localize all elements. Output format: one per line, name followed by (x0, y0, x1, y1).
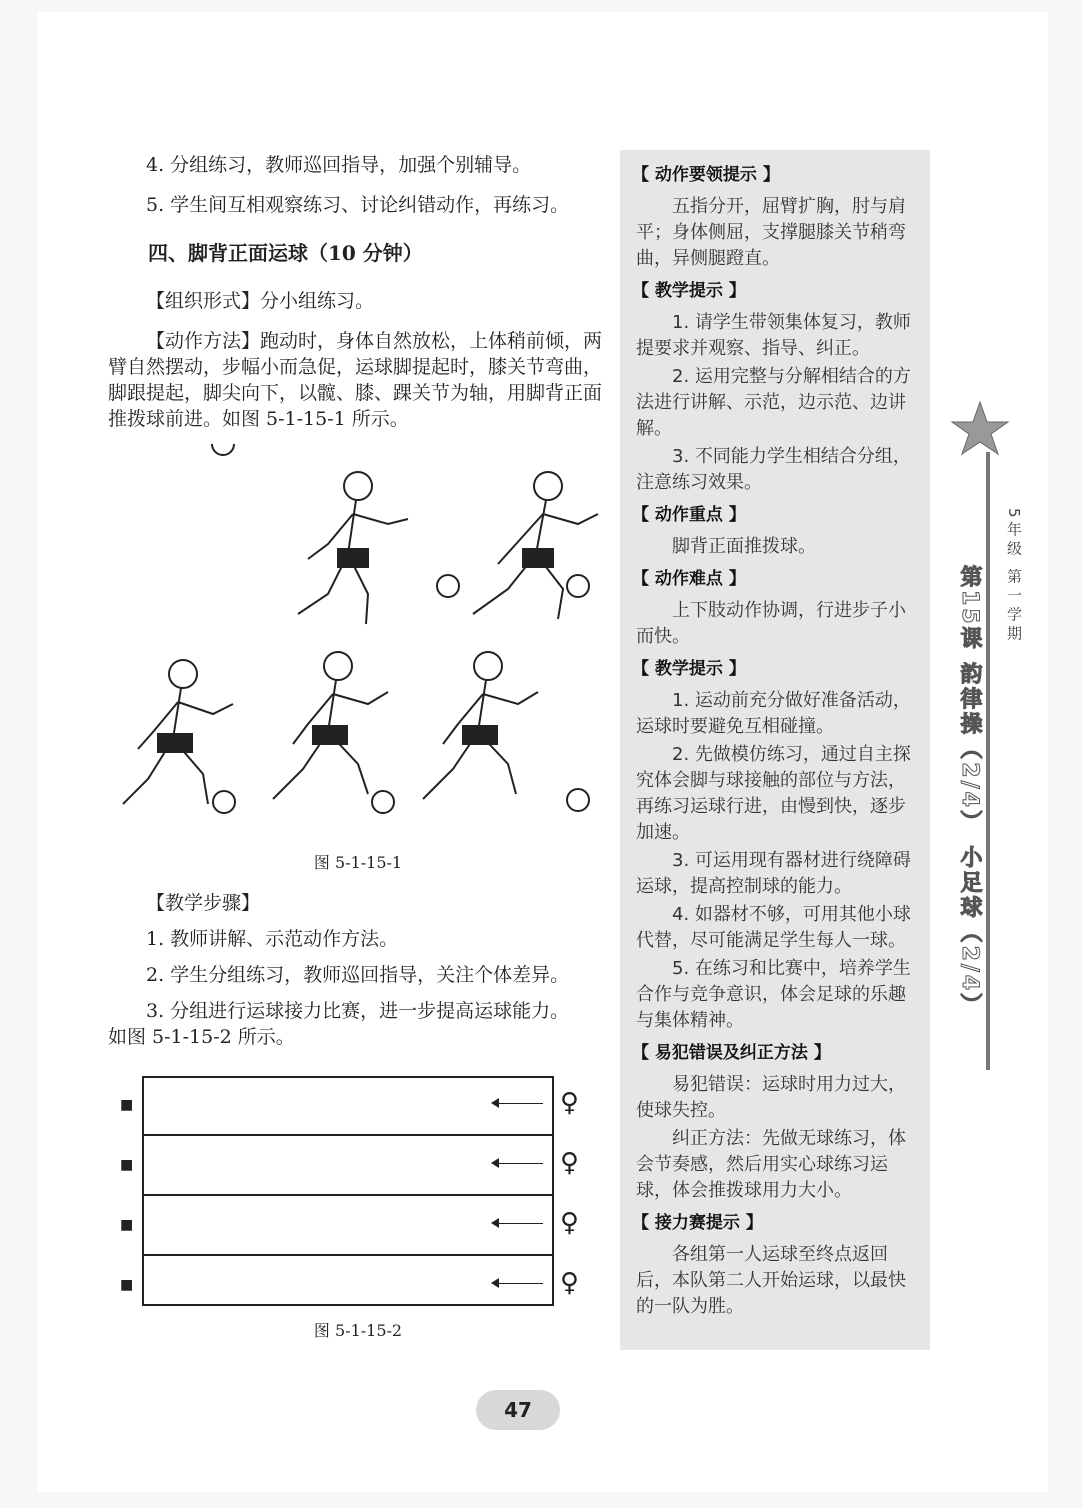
note-heading: 【 教学提示 】 (632, 659, 746, 679)
note-heading: 【 动作要领提示 】 (632, 165, 780, 185)
arrow-left-icon (493, 1163, 543, 1164)
note-heading: 【 接力赛提示 】 (632, 1213, 763, 1233)
player-symbol: ♀ (560, 1148, 580, 1178)
figure-2-reference: 如图 5-1-15-2 所示。 (108, 1026, 295, 1048)
note-heading: 【 教学提示 】 (632, 281, 746, 301)
main-column (108, 152, 608, 1344)
action-method: 【动作方法】跑动时，身体自然放松，上体稍前倾，两臂自然摆动，步幅小而急促，运球脚提起时，膝关节弯曲，脚跟提起，脚尖向下，以髋、膝、踝关节为轴，用脚背正面推拨球前进。如图 5-1-15-1 所示。 (108, 330, 603, 430)
teaching-step-2: 2. 学生分组练习，教师巡回指导，关注个体差异。 (146, 964, 570, 986)
relay-diagram (108, 1068, 608, 1318)
teaching-notes-sidebar (620, 150, 930, 1350)
note-paragraph: 1. 请学生带领集体复习，教师提要求并观察、指导、纠正。 (636, 312, 911, 359)
grade-term-label: 5年级 第一学期 (1005, 508, 1023, 645)
teaching-step-1: 1. 教师讲解、示范动作方法。 (146, 928, 399, 950)
step-5: 5. 学生间互相观察练习、讨论纠错动作，再练习。 (146, 194, 570, 216)
player-symbol: ♀ (560, 1088, 580, 1118)
page-number: 47 (476, 1390, 560, 1430)
lesson-title-vertical: 第15课 韵律操（2/4） 小足球（2/4） (957, 565, 982, 1019)
note-paragraph: 纠正方法：先做无球练习，体会节奏感，然后用实心球练习运球，体会推拨球用力大小。 (636, 1128, 906, 1201)
margin-rule (986, 452, 990, 1070)
arrow-left-icon (493, 1283, 543, 1284)
note-paragraph: 3. 不同能力学生相结合分组，注意练习效果。 (636, 446, 911, 493)
note-paragraph: 2. 运用完整与分解相结合的方法进行讲解、示范，边示范、边讲解。 (636, 366, 911, 439)
section-heading: 四、脚背正面运球（10 分钟） (148, 241, 423, 265)
note-heading: 【 动作难点 】 (632, 569, 746, 589)
note-paragraph: 5. 在练习和比赛中，培养学生合作与竞争意识，体会足球的乐趣与集体精神。 (636, 958, 911, 1031)
figure-1-caption: 图 5-1-15-1 (313, 853, 403, 872)
note-paragraph: 1. 运动前充分做好准备活动，运球时要避免互相碰撞。 (636, 690, 911, 737)
note-paragraph: 各组第一人运球至终点返回后，本队第二人开始运球，以最快的一队为胜。 (636, 1244, 906, 1317)
player-symbol: ♀ (560, 1268, 580, 1298)
star-icon (950, 400, 1010, 456)
step-4: 4. 分组练习，教师巡回指导，加强个别辅导。 (146, 154, 532, 176)
note-heading: 【 易犯错误及纠正方法 】 (632, 1043, 831, 1063)
note-paragraph: 上下肢动作协调，行进步子小而快。 (636, 600, 906, 647)
player-symbol: ♀ (560, 1208, 580, 1238)
teaching-steps-title: 【教学步骤】 (146, 892, 261, 914)
relay-field (142, 1076, 554, 1306)
team-marker: ■ (120, 1277, 134, 1293)
note-paragraph: 脚背正面推拨球。 (672, 536, 816, 557)
arrow-left-icon (493, 1103, 543, 1104)
dribbling-figure-illustration (108, 444, 608, 844)
note-paragraph: 易犯错误：运球时用力过大，使球失控。 (636, 1074, 906, 1121)
note-paragraph: 4. 如器材不够，可用其他小球代替，尽可能满足学生每人一球。 (636, 904, 911, 951)
team-marker: ■ (120, 1157, 134, 1173)
organization-form: 【组织形式】分小组练习。 (146, 290, 375, 312)
note-paragraph: 3. 可运用现有器材进行绕障碍运球，提高控制球的能力。 (636, 850, 911, 897)
teaching-step-3: 3. 分组进行运球接力比赛，进一步提高运球能力。 (146, 1000, 570, 1022)
team-marker: ■ (120, 1097, 134, 1113)
figure-2-caption: 图 5-1-15-2 (313, 1321, 403, 1340)
note-paragraph: 五指分开，屈臂扩胸，肘与肩平；身体侧屈，支撑腿膝关节稍弯曲，异侧腿蹬直。 (636, 196, 906, 269)
note-heading: 【 动作重点 】 (632, 505, 746, 525)
note-paragraph: 2. 先做模仿练习，通过自主探究体会脚与球接触的部位与方法，再练习运球行进，由慢到快，逐步加速。 (636, 744, 911, 843)
team-marker: ■ (120, 1217, 134, 1233)
arrow-left-icon (493, 1223, 543, 1224)
